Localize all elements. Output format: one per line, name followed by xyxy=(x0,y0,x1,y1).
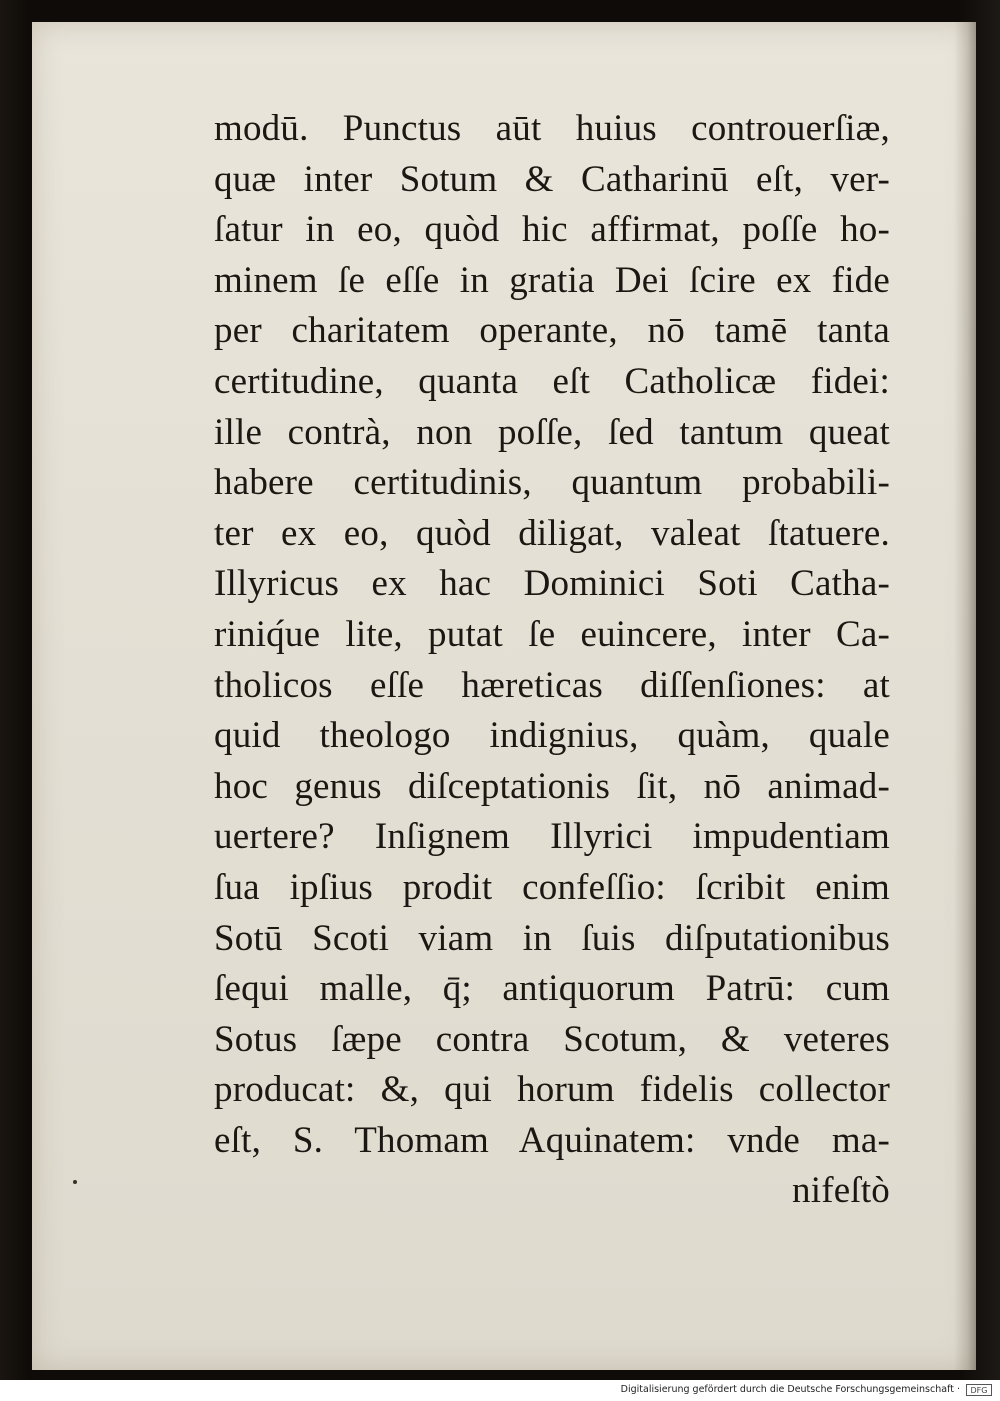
text-line-12: tholicos eſſe hæreticas diſſenſiones: at xyxy=(214,664,890,706)
text-line-4: minem ſe eſſe in gratia Dei ſcire ex fide xyxy=(214,259,890,301)
ink-speck xyxy=(73,1180,77,1184)
text-line-10: Illyricus ex hac Dominici Soti Catha- xyxy=(214,563,890,605)
digitization-footer xyxy=(0,1380,1000,1401)
text-line-8: habere certitudinis, quantum probabili- xyxy=(214,462,890,504)
text-line-11: riniq́ue lite, putat ſe euincere, inter Ca- xyxy=(214,613,890,655)
text-line-15: uertere? Inſignem Illyrici impudentiam xyxy=(214,816,890,858)
text-line-17: Sotū Scoti viam in ſuis diſputationibus xyxy=(214,917,890,959)
text-line-19: Sotus ſæpe contra Scotum, & veteres xyxy=(214,1018,890,1060)
page-text xyxy=(214,104,890,1217)
footer-credit: Digitalisierung gefördert durch die Deutsche Forschungsgemeinschaft · xyxy=(620,1384,960,1395)
text-line-16: ſua ipſius prodit confeſſio: ſcribit enim xyxy=(214,866,890,908)
page-edge-shadow xyxy=(954,22,976,1370)
text-line-21: eſt, S. Thomam Aquinatem: vnde ma- xyxy=(214,1119,890,1161)
text-line-13: quid theologo indignius, quàm, quale xyxy=(214,715,890,757)
dfg-logo: DFG xyxy=(966,1384,992,1396)
text-line-20: producat: &, qui horum fidelis collector xyxy=(214,1069,890,1111)
catchword: nifeſtò xyxy=(792,1170,890,1212)
text-line-7: ille contrà, non poſſe, ſed tantum queat xyxy=(214,411,890,453)
text-line-9: ter ex eo, quòd diligat, valeat ſtatuere. xyxy=(214,512,890,554)
text-line-6: certitudine, quanta eſt Catholicæ fidei: xyxy=(214,360,890,402)
text-line-14: hoc genus diſceptationis ſit, nō animad- xyxy=(214,765,890,807)
text-line-5: per charitatem operante, nō tamē tanta xyxy=(214,310,890,352)
text-line-2: quæ inter Sotum & Catharinū eſt, ver- xyxy=(214,158,890,200)
text-line-18: ſequi malle, q̄; antiquorum Patrū: cum xyxy=(214,968,890,1010)
text-line-1: modū. Punctus aūt huius controuerſiæ, xyxy=(214,108,890,149)
text-line-3: ſatur in eo, quòd hic affirmat, poſſe ho- xyxy=(214,209,890,251)
